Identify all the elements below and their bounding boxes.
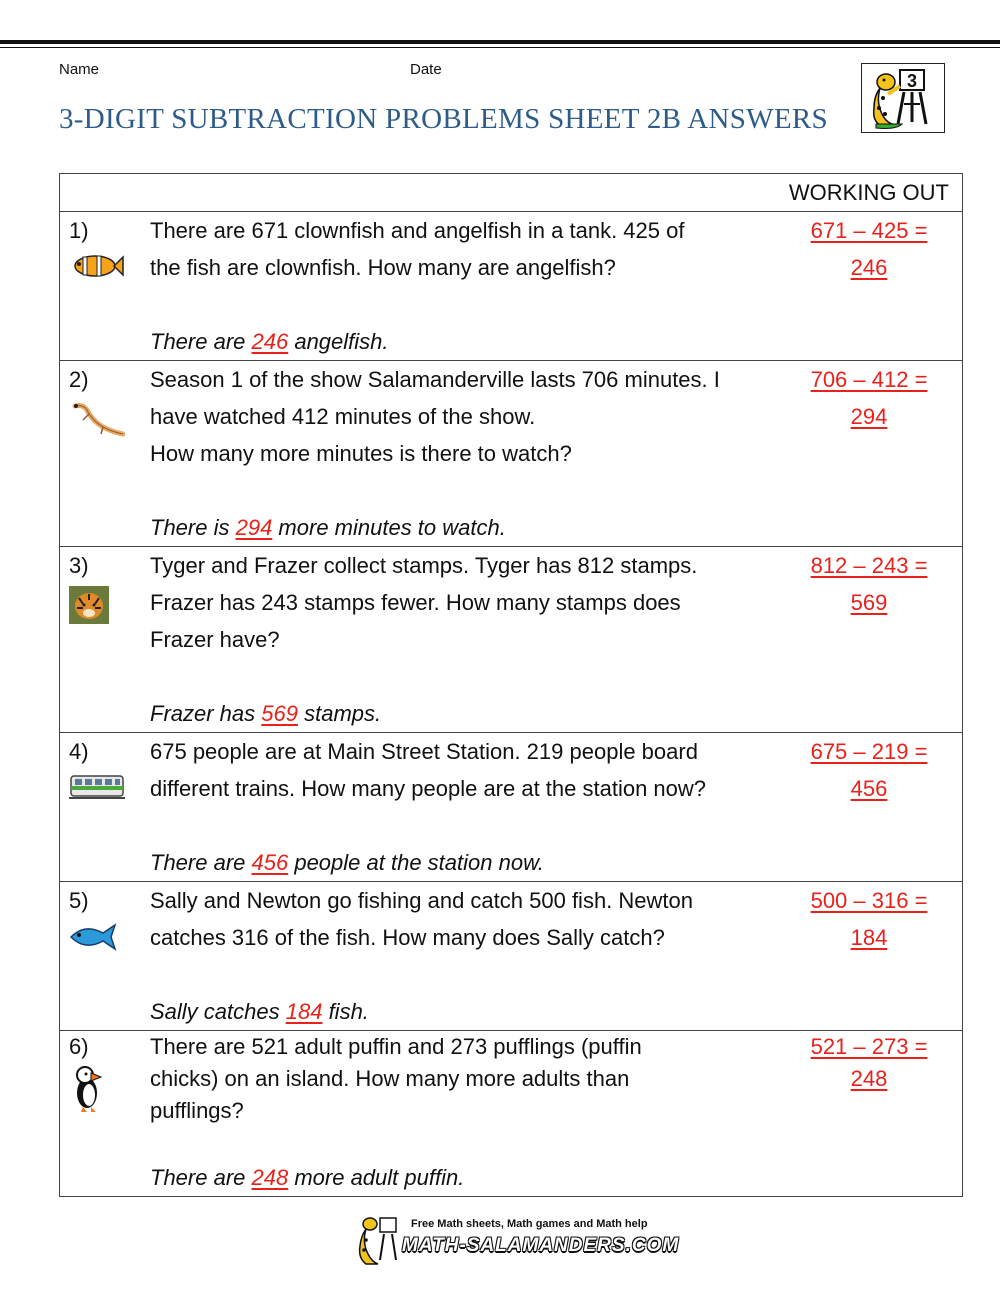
problem-text-line: catches 316 of the fish. How many does Sally catch? xyxy=(150,925,665,950)
problem-text-line: pufflings? xyxy=(150,1098,244,1123)
salamander-teacher-icon xyxy=(862,64,944,132)
answer-value: 569 xyxy=(261,701,298,726)
date-label: Date xyxy=(410,61,442,78)
problem-text-line: the fish are clownfish. How many are angelfish? xyxy=(150,255,616,280)
problem-number: 2) xyxy=(69,367,89,392)
answer-sentence: There are 246 angelfish. xyxy=(150,329,389,354)
problem-row-4 xyxy=(60,733,963,882)
answer-sentence: Sally catches 184 fish. xyxy=(150,999,369,1024)
table-header-row xyxy=(60,174,963,212)
problem-text-line: chicks) on an island. How many more adults than xyxy=(150,1066,630,1091)
answer-value: 184 xyxy=(285,999,323,1024)
problem-number: 1) xyxy=(69,218,89,243)
problem-text-line: have watched 412 minutes of the show. xyxy=(150,404,536,429)
working-result: 246 xyxy=(850,255,888,280)
problem-row-2 xyxy=(60,361,963,547)
working-out-cell xyxy=(776,547,963,733)
answer-sentence: There is 294 more minutes to watch. xyxy=(150,515,506,540)
problem-number: 5) xyxy=(69,888,89,913)
salamander-logo-icon xyxy=(356,1214,400,1266)
fish-icon xyxy=(69,921,119,953)
answer-sentence: There are 248 more adult puffin. xyxy=(150,1165,465,1190)
working-result: 456 xyxy=(850,776,888,801)
problem-row-1 xyxy=(60,212,963,361)
working-out-header: WORKING OUT xyxy=(776,174,963,212)
working-out-cell xyxy=(776,361,963,547)
puffin-icon xyxy=(69,1065,109,1113)
working-equation: 500 – 316 = xyxy=(810,888,928,913)
working-out-cell xyxy=(776,733,963,882)
problem-text-line: Frazer have? xyxy=(150,627,280,652)
name-label: Name xyxy=(59,61,100,78)
problem-text-line: 675 people are at Main Street Station. 219 people board xyxy=(150,739,698,764)
working-equation: 521 – 273 = xyxy=(810,1034,928,1059)
problem-number: 6) xyxy=(69,1034,89,1059)
working-result: 294 xyxy=(850,404,888,429)
clownfish-icon xyxy=(69,251,125,281)
working-equation: 675 – 219 = xyxy=(810,739,928,764)
answer-value: 294 xyxy=(235,515,273,540)
svg-text:3: 3 xyxy=(906,71,918,91)
grade-logo xyxy=(861,63,945,133)
answer-value: 456 xyxy=(251,850,289,875)
working-result: 184 xyxy=(850,925,888,950)
working-out-cell xyxy=(776,1031,963,1197)
header-blank-cell xyxy=(60,174,777,212)
salamander-icon xyxy=(69,400,125,440)
train-icon xyxy=(69,772,125,802)
footer-tagline: Free Math sheets, Math games and Math help xyxy=(411,1218,648,1230)
top-rule-thin xyxy=(0,47,1000,48)
problem-text-line: There are 671 clownfish and angelfish in a tank. 425 of xyxy=(150,218,685,243)
working-equation: 671 – 425 = xyxy=(810,218,928,243)
problem-text-line: Tyger and Frazer collect stamps. Tyger has 812 stamps. xyxy=(150,553,698,578)
top-rule-thick xyxy=(0,40,1000,44)
footer-site-name: MATH-SALAMANDERS.COM xyxy=(402,1235,680,1256)
working-result: 569 xyxy=(850,590,888,615)
problem-text-line: Sally and Newton go fishing and catch 500 fish. Newton xyxy=(150,888,693,913)
answer-value: 246 xyxy=(251,329,289,354)
problem-number: 4) xyxy=(69,739,89,764)
problem-text-line: Frazer has 243 stamps fewer. How many stamps does xyxy=(150,590,681,615)
problem-row-6 xyxy=(60,1031,963,1197)
tiger-icon xyxy=(69,586,109,624)
working-equation: 706 – 412 = xyxy=(810,367,928,392)
answer-sentence: Frazer has 569 stamps. xyxy=(150,701,382,726)
problem-number: 3) xyxy=(69,553,89,578)
answer-sentence: There are 456 people at the station now. xyxy=(150,850,544,875)
working-equation: 812 – 243 = xyxy=(810,553,928,578)
problem-text-line: There are 521 adult puffin and 273 pufflings (puffin xyxy=(150,1034,642,1059)
working-out-cell xyxy=(776,212,963,361)
problem-row-3 xyxy=(60,547,963,733)
problem-text-line: different trains. How many people are at the station now? xyxy=(150,776,707,801)
problem-row-5 xyxy=(60,882,963,1031)
answer-value: 248 xyxy=(251,1165,289,1190)
problem-text-line: How many more minutes is there to watch? xyxy=(150,441,572,466)
problem-text-line: Season 1 of the show Salamanderville lasts 706 minutes. I xyxy=(150,367,720,392)
page-title: 3-DIGIT SUBTRACTION PROBLEMS SHEET 2B ANSWERS xyxy=(59,103,828,135)
working-out-cell xyxy=(776,882,963,1031)
working-result: 248 xyxy=(850,1066,888,1091)
site-footer-logo xyxy=(356,1214,680,1266)
problems-table xyxy=(59,173,963,1197)
